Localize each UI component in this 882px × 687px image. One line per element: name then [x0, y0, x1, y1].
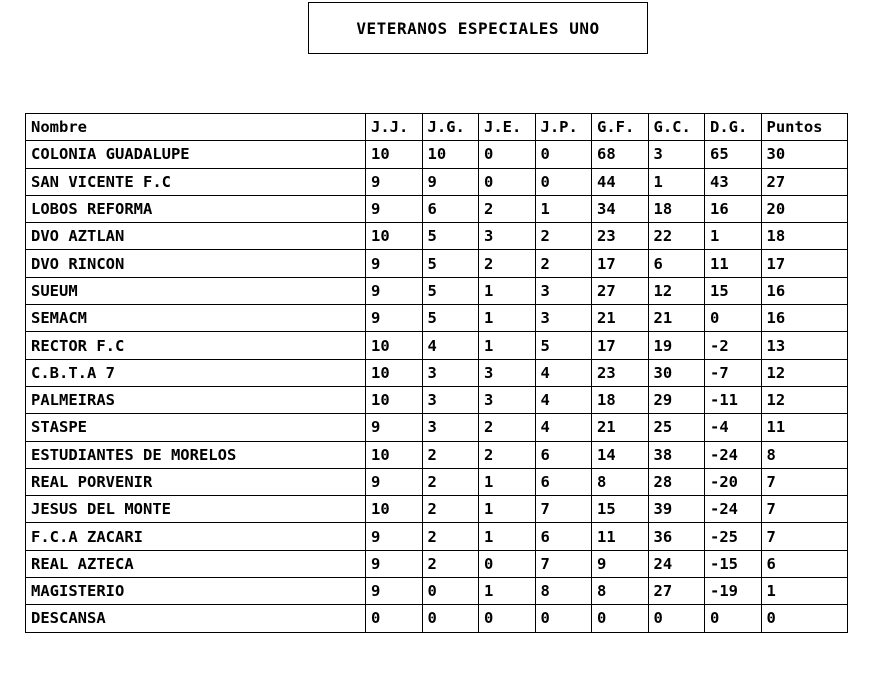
cell-jp: 1	[535, 195, 592, 222]
cell-gf: 34	[592, 195, 649, 222]
cell-jg: 5	[422, 223, 479, 250]
cell-name: C.B.T.A 7	[26, 359, 366, 386]
cell-name: DVO RINCON	[26, 250, 366, 277]
cell-gf: 23	[592, 359, 649, 386]
cell-jj: 9	[366, 277, 423, 304]
cell-puntos: 27	[761, 168, 847, 195]
cell-puntos: 17	[761, 250, 847, 277]
cell-jg: 9	[422, 168, 479, 195]
cell-puntos: 12	[761, 359, 847, 386]
cell-name: SEMACM	[26, 305, 366, 332]
cell-jj: 0	[366, 605, 423, 632]
cell-name: REAL AZTECA	[26, 550, 366, 577]
cell-jg: 5	[422, 250, 479, 277]
cell-puntos: 13	[761, 332, 847, 359]
table-row	[26, 414, 848, 441]
cell-jp: 0	[535, 605, 592, 632]
cell-name: MAGISTERIO	[26, 578, 366, 605]
column-header-name: Nombre	[26, 114, 366, 141]
cell-dg: -11	[705, 386, 762, 413]
cell-je: 2	[479, 414, 536, 441]
cell-dg: 1	[705, 223, 762, 250]
cell-gc: 30	[648, 359, 705, 386]
cell-jp: 7	[535, 550, 592, 577]
cell-puntos: 7	[761, 468, 847, 495]
table-row	[26, 386, 848, 413]
cell-gf: 44	[592, 168, 649, 195]
cell-gf: 18	[592, 386, 649, 413]
cell-jg: 5	[422, 305, 479, 332]
cell-dg: 65	[705, 141, 762, 168]
cell-jj: 9	[366, 468, 423, 495]
cell-gc: 3	[648, 141, 705, 168]
cell-puntos: 7	[761, 523, 847, 550]
cell-jj: 9	[366, 168, 423, 195]
cell-jj: 10	[366, 359, 423, 386]
cell-je: 0	[479, 168, 536, 195]
cell-puntos: 0	[761, 605, 847, 632]
table-row	[26, 141, 848, 168]
cell-dg: 11	[705, 250, 762, 277]
cell-jp: 0	[535, 141, 592, 168]
cell-puntos: 6	[761, 550, 847, 577]
cell-puntos: 30	[761, 141, 847, 168]
cell-jj: 9	[366, 578, 423, 605]
cell-gf: 27	[592, 277, 649, 304]
cell-je: 0	[479, 550, 536, 577]
cell-je: 1	[479, 496, 536, 523]
cell-je: 1	[479, 468, 536, 495]
cell-dg: -20	[705, 468, 762, 495]
cell-gc: 0	[648, 605, 705, 632]
column-header-jj: J.J.	[366, 114, 423, 141]
table-row	[26, 305, 848, 332]
cell-dg: -4	[705, 414, 762, 441]
cell-gf: 17	[592, 250, 649, 277]
cell-dg: -7	[705, 359, 762, 386]
cell-name: F.C.A ZACARI	[26, 523, 366, 550]
cell-je: 1	[479, 305, 536, 332]
column-header-dg: D.G.	[705, 114, 762, 141]
cell-jg: 0	[422, 578, 479, 605]
cell-dg: -15	[705, 550, 762, 577]
column-header-puntos: Puntos	[761, 114, 847, 141]
cell-gc: 21	[648, 305, 705, 332]
cell-puntos: 18	[761, 223, 847, 250]
cell-name: DVO AZTLAN	[26, 223, 366, 250]
cell-gf: 21	[592, 305, 649, 332]
cell-puntos: 16	[761, 277, 847, 304]
cell-jg: 2	[422, 496, 479, 523]
table-row	[26, 195, 848, 222]
column-header-jp: J.P.	[535, 114, 592, 141]
standings-table	[25, 113, 848, 633]
cell-gf: 15	[592, 496, 649, 523]
cell-jp: 4	[535, 414, 592, 441]
cell-jp: 4	[535, 359, 592, 386]
table-row	[26, 496, 848, 523]
cell-gc: 28	[648, 468, 705, 495]
table-row	[26, 523, 848, 550]
cell-jj: 10	[366, 141, 423, 168]
table-header-row	[26, 114, 848, 141]
cell-dg: 43	[705, 168, 762, 195]
cell-name: DESCANSA	[26, 605, 366, 632]
cell-je: 3	[479, 386, 536, 413]
cell-gf: 8	[592, 578, 649, 605]
cell-je: 3	[479, 359, 536, 386]
cell-gc: 27	[648, 578, 705, 605]
cell-dg: 0	[705, 605, 762, 632]
cell-gc: 22	[648, 223, 705, 250]
cell-jj: 10	[366, 223, 423, 250]
table-row	[26, 605, 848, 632]
cell-puntos: 1	[761, 578, 847, 605]
cell-gf: 17	[592, 332, 649, 359]
cell-je: 3	[479, 223, 536, 250]
cell-dg: 16	[705, 195, 762, 222]
cell-puntos: 7	[761, 496, 847, 523]
cell-jg: 3	[422, 359, 479, 386]
cell-jp: 6	[535, 441, 592, 468]
cell-je: 1	[479, 578, 536, 605]
cell-gf: 23	[592, 223, 649, 250]
cell-jp: 6	[535, 523, 592, 550]
cell-jp: 7	[535, 496, 592, 523]
table-row	[26, 250, 848, 277]
cell-gf: 21	[592, 414, 649, 441]
cell-jj: 9	[366, 305, 423, 332]
cell-name: LOBOS REFORMA	[26, 195, 366, 222]
cell-jg: 2	[422, 468, 479, 495]
cell-jp: 3	[535, 277, 592, 304]
cell-gf: 11	[592, 523, 649, 550]
cell-jp: 8	[535, 578, 592, 605]
cell-name: JESUS DEL MONTE	[26, 496, 366, 523]
cell-puntos: 11	[761, 414, 847, 441]
cell-dg: 0	[705, 305, 762, 332]
cell-jj: 9	[366, 195, 423, 222]
table-row	[26, 223, 848, 250]
table-row	[26, 578, 848, 605]
cell-jj: 9	[366, 550, 423, 577]
cell-dg: -24	[705, 496, 762, 523]
page-title-text: VETERANOS ESPECIALES UNO	[356, 18, 600, 38]
cell-gc: 38	[648, 441, 705, 468]
cell-gc: 6	[648, 250, 705, 277]
cell-name: SAN VICENTE F.C	[26, 168, 366, 195]
cell-gc: 1	[648, 168, 705, 195]
cell-jp: 5	[535, 332, 592, 359]
cell-jg: 10	[422, 141, 479, 168]
cell-gc: 18	[648, 195, 705, 222]
cell-name: ESTUDIANTES DE MORELOS	[26, 441, 366, 468]
table-row	[26, 441, 848, 468]
cell-puntos: 8	[761, 441, 847, 468]
cell-gf: 0	[592, 605, 649, 632]
cell-jp: 0	[535, 168, 592, 195]
page-title	[308, 2, 648, 54]
column-header-gf: G.F.	[592, 114, 649, 141]
cell-name: PALMEIRAS	[26, 386, 366, 413]
cell-jj: 10	[366, 441, 423, 468]
cell-je: 2	[479, 250, 536, 277]
cell-name: STASPE	[26, 414, 366, 441]
cell-jg: 5	[422, 277, 479, 304]
column-header-gc: G.C.	[648, 114, 705, 141]
cell-name: REAL PORVENIR	[26, 468, 366, 495]
cell-jp: 2	[535, 250, 592, 277]
cell-jg: 2	[422, 441, 479, 468]
cell-dg: -19	[705, 578, 762, 605]
cell-jj: 9	[366, 523, 423, 550]
cell-gc: 19	[648, 332, 705, 359]
cell-name: COLONIA GUADALUPE	[26, 141, 366, 168]
cell-gc: 24	[648, 550, 705, 577]
cell-je: 1	[479, 277, 536, 304]
table-row	[26, 168, 848, 195]
cell-puntos: 20	[761, 195, 847, 222]
cell-gf: 68	[592, 141, 649, 168]
table-row	[26, 550, 848, 577]
cell-gf: 14	[592, 441, 649, 468]
cell-gc: 29	[648, 386, 705, 413]
table-row	[26, 332, 848, 359]
table-row	[26, 468, 848, 495]
table-row	[26, 359, 848, 386]
cell-je: 2	[479, 441, 536, 468]
cell-je: 0	[479, 605, 536, 632]
cell-je: 0	[479, 141, 536, 168]
cell-jp: 4	[535, 386, 592, 413]
cell-jg: 3	[422, 414, 479, 441]
cell-gc: 25	[648, 414, 705, 441]
cell-jg: 6	[422, 195, 479, 222]
cell-jj: 10	[366, 496, 423, 523]
cell-jj: 10	[366, 332, 423, 359]
cell-jp: 2	[535, 223, 592, 250]
cell-name: RECTOR F.C	[26, 332, 366, 359]
cell-je: 1	[479, 523, 536, 550]
cell-jp: 3	[535, 305, 592, 332]
cell-gf: 9	[592, 550, 649, 577]
table-body	[26, 141, 848, 632]
cell-dg: -25	[705, 523, 762, 550]
cell-jg: 2	[422, 523, 479, 550]
cell-gc: 39	[648, 496, 705, 523]
cell-jg: 2	[422, 550, 479, 577]
cell-jj: 10	[366, 386, 423, 413]
cell-dg: -24	[705, 441, 762, 468]
cell-jg: 0	[422, 605, 479, 632]
cell-gf: 8	[592, 468, 649, 495]
cell-je: 1	[479, 332, 536, 359]
cell-dg: -2	[705, 332, 762, 359]
table-row	[26, 277, 848, 304]
cell-dg: 15	[705, 277, 762, 304]
cell-je: 2	[479, 195, 536, 222]
column-header-jg: J.G.	[422, 114, 479, 141]
cell-gc: 12	[648, 277, 705, 304]
cell-puntos: 12	[761, 386, 847, 413]
cell-gc: 36	[648, 523, 705, 550]
cell-jp: 6	[535, 468, 592, 495]
cell-name: SUEUM	[26, 277, 366, 304]
cell-jg: 4	[422, 332, 479, 359]
column-header-je: J.E.	[479, 114, 536, 141]
cell-jj: 9	[366, 414, 423, 441]
cell-jj: 9	[366, 250, 423, 277]
cell-jg: 3	[422, 386, 479, 413]
cell-puntos: 16	[761, 305, 847, 332]
